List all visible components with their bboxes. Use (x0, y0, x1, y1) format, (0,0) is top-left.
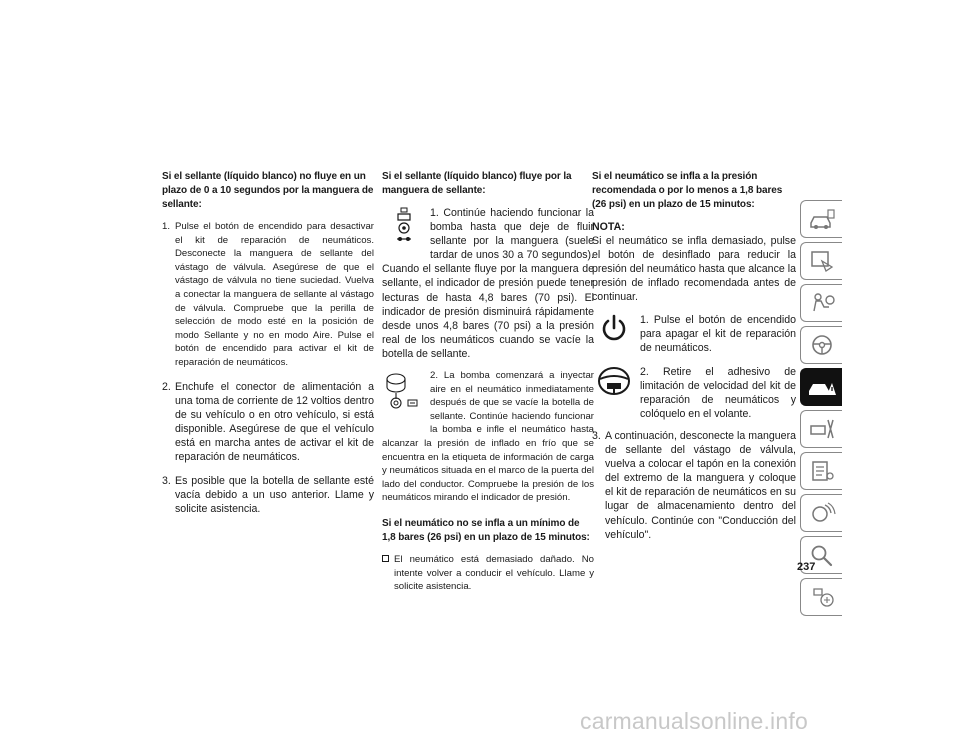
list-item (162, 474, 374, 516)
tab-warning-lights[interactable] (800, 242, 842, 280)
page-number: 237 (797, 561, 816, 573)
item-number: 1. (162, 221, 171, 232)
car-info-icon (808, 207, 836, 231)
item-text: Es posible que la botella de sellante esté vacía debido a un uso anterior. Llame y solicite asistencia. (175, 475, 374, 516)
service-tools-icon (808, 417, 836, 441)
emergency-triangle-icon (807, 375, 837, 399)
list-item (162, 220, 374, 370)
item-text: Enchufe el conector de alimentación a una toma de corriente de 12 voltios dentro de su vehículo o en otro vehículo, si está disponible. Asegúrese de que el vehículo está en marcha antes de activar el kit de reparación de neumáticos. (175, 380, 374, 463)
bullet-item (382, 553, 594, 594)
section-heading-no-inflate: Si el neumático no se infla a un mínimo de 1,8 bares (26 psi) en un plazo de 15 minutos: (382, 517, 590, 543)
item-text: Pulse el botón de encendido para desactivar el kit de reparación de neumáticos. Desconecte la manguera de sellante del vástago de válvula. Asegúrese de que el vástago de válvula no tiene suciedad. Vuelva a conectar la manguera de sellante al vástago de válvula. Compruebe que la perilla de selección de modo esté en la posición de modo Sellante y no en modo Aire. Pulse el botón de encendido para activar el kit de reparación de neumáticos. (175, 221, 374, 368)
step-with-icon (592, 365, 796, 421)
step-text: 1. Continúe haciendo funcionar la bomba hasta que deje de fluir sellante por la manguera (suele tardar de unos 30 a 70 segundos). Cuando el sellante fluye por la manguera de sellante, el indicador de presión puede tener lecturas de hasta 4,8 bares (70 psi). El indicador de presión disminuirá rápidamente desde unos 4,8 bares (70 psi) a la presión real de los neumáticos cuando se vacíe la botella de sellante. (382, 207, 594, 360)
pressure-gauge-icon (382, 369, 426, 431)
tab-specifications[interactable] (800, 452, 842, 490)
square-bullet-icon (382, 553, 394, 594)
specifications-icon (808, 459, 836, 483)
step-text: 1. Pulse el botón de encendido para apagar el kit de reparación de neumáticos. (640, 313, 796, 354)
list-item (592, 429, 796, 542)
tab-multimedia[interactable] (800, 494, 842, 532)
watermark: carmanualsonline.info (580, 708, 808, 734)
warning-lights-icon (808, 249, 836, 273)
step-text: 2. Retire el adhesivo de limitación de velocidad del kit de reparación de neumáticos y colóquelo en el volante. (640, 365, 796, 420)
chapter-tabs (800, 200, 842, 620)
step-with-icon (592, 313, 796, 359)
tab-emergency[interactable] (800, 368, 842, 406)
column-right (592, 170, 796, 552)
sealant-bottle-icon (382, 206, 426, 260)
tab-service[interactable] (800, 410, 842, 448)
tab-language[interactable] (800, 578, 842, 616)
power-icon (592, 313, 636, 359)
steering-wheel-sticker-icon (592, 365, 636, 417)
column-left (162, 170, 374, 526)
step-with-icon (382, 206, 594, 361)
item-number: 3. (162, 475, 171, 488)
note-title: NOTA: (592, 221, 625, 233)
section-heading-no-flow: Si el sellante (líquido blanco) no fluye en un plazo de 0 a 10 segundos por la manguera de sellante: (162, 171, 374, 210)
step-text: 2. La bomba comenzará a inyectar aire en el neumático inmediatamente después de que se vacíe la botella de sellante. Continúe haciendo funcionar la bomba e infle el neumático hasta alcanzar la presión de inflado en frío que se encuentra en la etiqueta de información de carga y neumáticos situada en el marco de la puerta del lado del conductor. Compruebe la presión de los neumáticos mirando el indicador de presión. (382, 370, 594, 504)
step-with-icon (382, 369, 594, 505)
tab-safety[interactable] (800, 284, 842, 322)
tab-driving[interactable] (800, 326, 842, 364)
tab-car-info[interactable] (800, 200, 842, 238)
steering-wheel-icon (808, 333, 836, 357)
item-number: 3. (592, 429, 601, 442)
language-icon (808, 585, 836, 609)
multimedia-icon (808, 501, 836, 525)
column-middle (382, 170, 594, 594)
item-number: 2. (162, 380, 171, 393)
section-heading-inflated: Si el neumático se infla a la presión recomendada o por lo menos a 1,8 bares (26 psi) en un plazo de 15 minutos: (592, 171, 783, 210)
note-text: Si el neumático se infla demasiado, pulse el botón de desinflado para reducir la presión del neumático hasta que alcance la presión de inflado recomendada antes de continuar. (592, 235, 796, 304)
bullet-text: El neumático está demasiado dañado. No intente volver a conducir el vehículo. Llame y solicite asistencia. (394, 553, 594, 593)
list-item (162, 380, 374, 465)
item-text: A continuación, desconecte la manguera de sellante del vástago de válvula, vuelva a colocar el tapón en la conexión del extremo de la manguera y coloque el kit de reparación de neumáticos en su lugar de almacenamiento dentro del vehículo. Continúe con "Conducción del vehículo". (605, 429, 796, 541)
airbag-safety-icon (808, 291, 836, 315)
section-heading-flow: Si el sellante (líquido blanco) fluye por la manguera de sellante: (382, 171, 572, 196)
